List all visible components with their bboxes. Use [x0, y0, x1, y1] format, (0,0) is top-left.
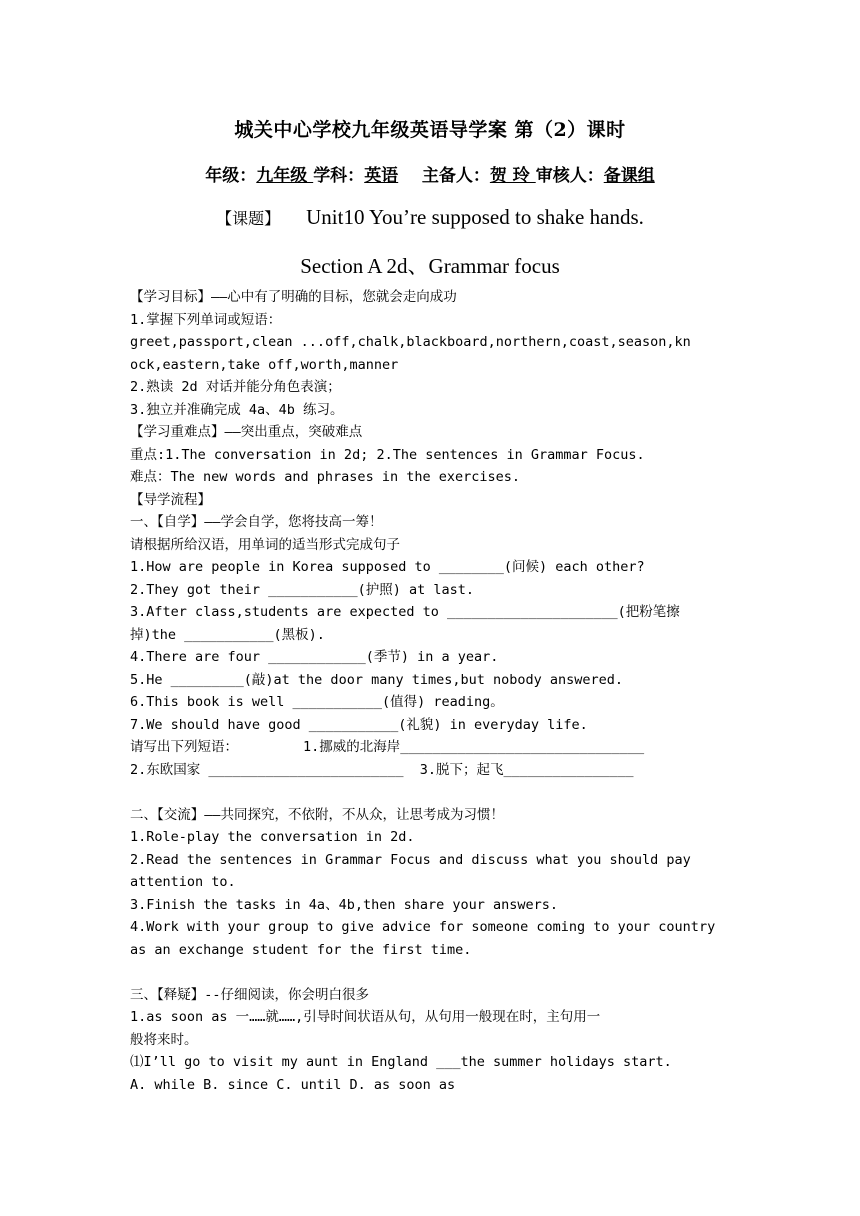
- goals-item-1: 1.掌握下列单词或短语：: [130, 311, 282, 328]
- explain-point-1-line-1: 1.as soon as 一……就……,引导时间状语从句，从句用一般现在时，主句用一: [130, 1009, 601, 1025]
- exchange-task-2-line-2: attention to.: [130, 874, 236, 890]
- spacer: [130, 961, 732, 984]
- exchange-task-2-line-1: 2.Read the sentences in Grammar Focus and discuss what you should pay: [130, 851, 691, 868]
- question-6: 6.This book is well ___________(值得) reading。: [130, 694, 504, 710]
- question-3-line-1: 3.After class,students are expected to _____________________(把粉笔擦: [130, 604, 680, 620]
- goals-item-2: 2.熟读 2d 对话并能分角色表演；: [130, 379, 341, 395]
- topic-text: Unit10 You’re supposed to shake hands.: [306, 205, 644, 229]
- goals-item-3: 3.独立并准确完成 4a、4b 练习。: [130, 401, 344, 418]
- explain-example-1-options: A. while B. since C. until D. as soon as: [130, 1076, 456, 1093]
- goals-words-line-2: ock,eastern,take off,worth,manner: [130, 356, 399, 373]
- preparer-label: 主备人：: [421, 166, 490, 186]
- preparer-value: 贺 玲: [489, 166, 536, 186]
- flow-heading: 【导学流程】: [130, 491, 211, 508]
- goals-heading: 【学习目标】——心中有了明确的目标，您就会走向成功: [130, 289, 457, 305]
- exchange-heading: 二、【交流】——共同探究，不依附，不从众，让思考成为习惯！: [130, 806, 505, 823]
- goals-words-line-1: greet,passport,clean ...off,chalk,blackboard,northern,coast,season,kn: [130, 334, 691, 350]
- explain-heading: 三、【释疑】--仔细阅读，你会明白很多: [130, 986, 370, 1003]
- phrases-line-1: 请写出下列短语： 1.挪威的北海岸______________________________: [130, 739, 645, 755]
- explain-example-1: ⑴I’ll go to visit my aunt in England ___the summer holidays start.: [130, 1054, 672, 1070]
- question-5: 5.He _________(敲)at the door many times,but nobody answered.: [130, 671, 624, 688]
- page-title: 城关中心学校九年级英语导学案 第（2）课时: [234, 119, 626, 141]
- subject-label: 学科：: [313, 166, 365, 186]
- subject-value: 英语: [364, 166, 399, 186]
- key-points-difficulty: 难点：The new words and phrases in the exercises.: [130, 469, 520, 485]
- question-4: 4.There are four ____________(季节) in a year.: [130, 649, 499, 665]
- self-study-heading: 一、【自学】——学会自学，您将技高一筹！: [130, 514, 383, 530]
- exchange-task-4-line-2: as an exchange student for the first time.: [130, 941, 472, 958]
- spacer: [130, 781, 732, 804]
- topic-tag: 【课题】: [216, 209, 281, 228]
- exchange-task-1: 1.Role-play the conversation in 2d.: [130, 829, 415, 845]
- question-1: 1.How are people in Korea supposed to ________(问候) each other?: [130, 559, 645, 575]
- question-7: 7.We should have good ___________(礼貌) in everyday life.: [130, 716, 588, 733]
- document-meta: [0, 161, 860, 186]
- question-2: 2.They got their ___________(护照) at last.: [130, 581, 474, 598]
- document-body: [130, 286, 732, 1096]
- lesson-topic: [0, 205, 860, 230]
- reviewer-label: 审核人：: [535, 166, 604, 186]
- explain-point-1-line-2: 般将来时。: [130, 1031, 198, 1048]
- grade-label: 年级：: [205, 166, 257, 186]
- phrases-line-2: 2.东欧国家 ________________________ 3.脱下；起飞________________: [130, 761, 634, 778]
- question-3-line-2: 掉)the ___________(黑板).: [130, 626, 325, 643]
- key-points-focus: 重点:1.The conversation in 2d; 2.The sentences in Grammar Focus.: [130, 446, 645, 463]
- key-points-heading: 【学习重难点】——突出重点，突破难点: [130, 424, 363, 440]
- exchange-task-3: 3.Finish the tasks in 4a、4b,then share your answers.: [130, 896, 559, 913]
- self-study-instruction: 请根据所给汉语，用单词的适当形式完成句子: [130, 536, 400, 553]
- exchange-task-4-line-1: 4.Work with your group to give advice for someone coming to your country: [130, 919, 716, 935]
- reviewer-value: 备课组: [603, 166, 655, 186]
- grade-value: 九年级: [256, 166, 314, 186]
- section-title: Section A 2d、Grammar focus: [300, 254, 560, 278]
